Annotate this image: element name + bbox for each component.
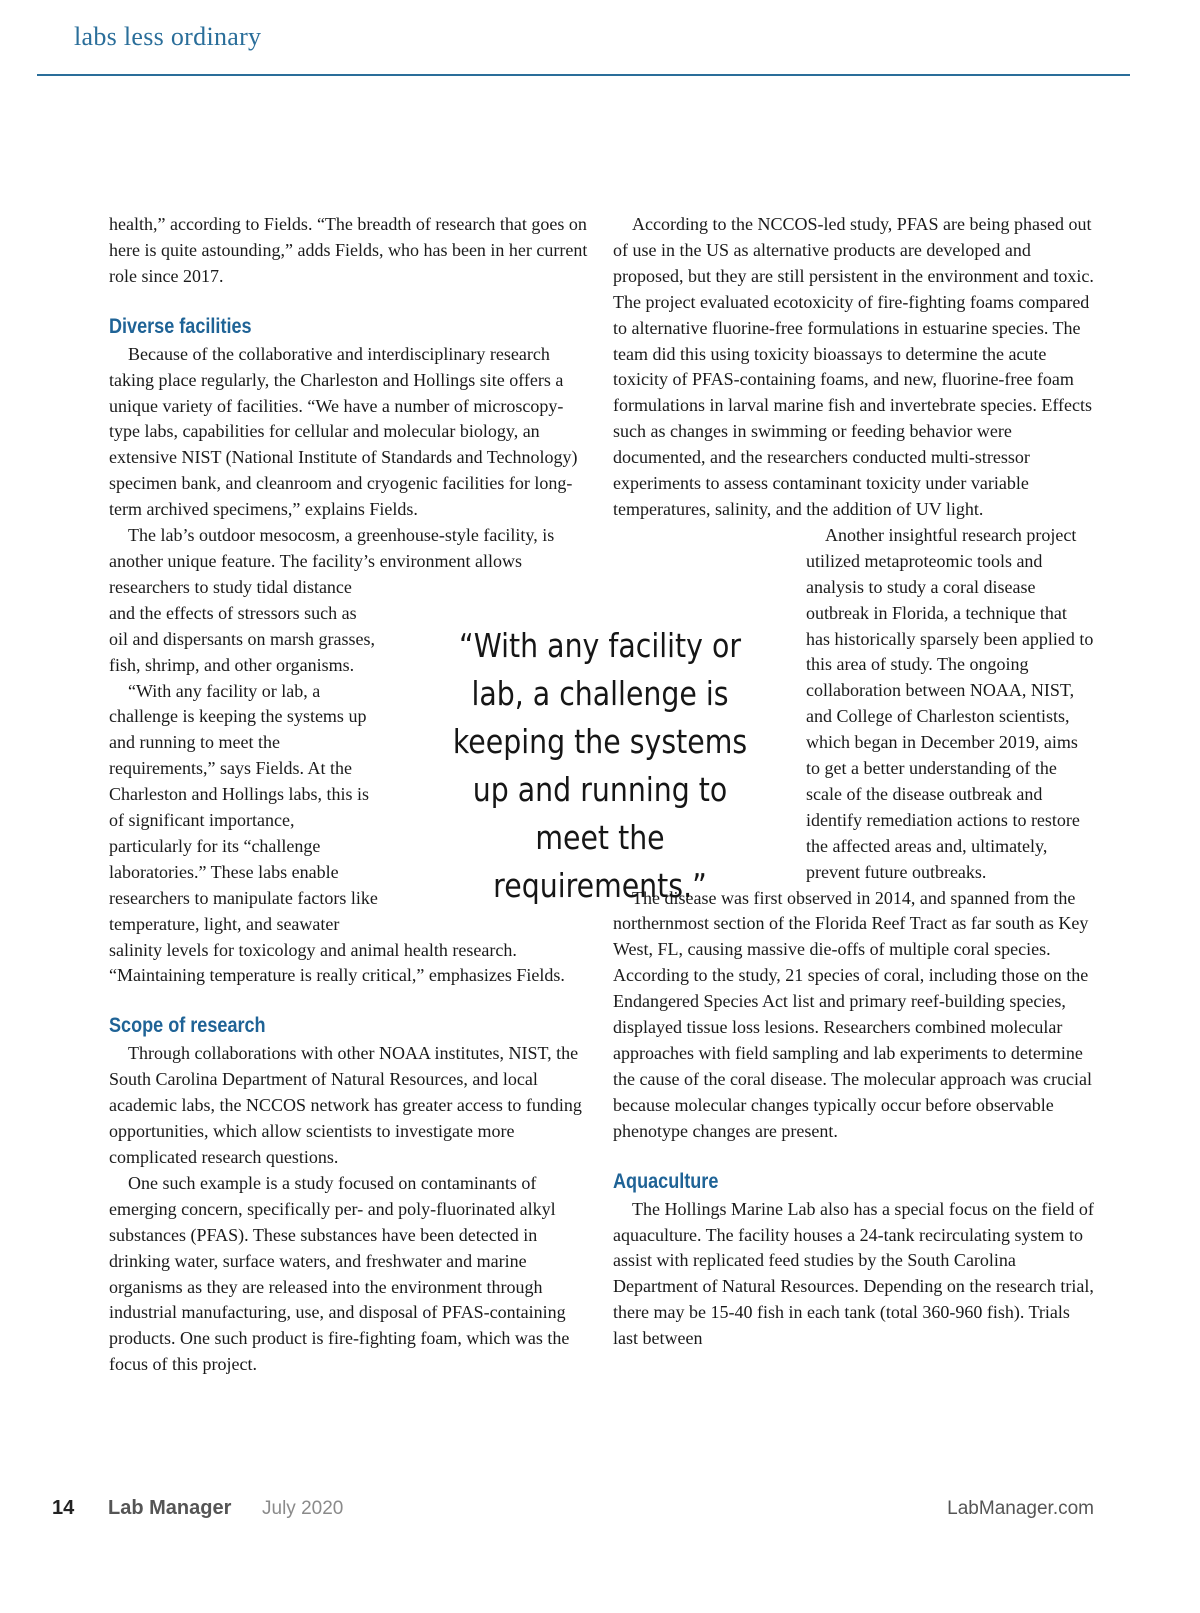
magazine-name: Lab Manager xyxy=(108,1497,232,1519)
paragraph: The disease was first observed in 2014, and spanned from the northernmost section of the Florida Reef Tract as far south as Key West, FL, causing massive die-offs of multiple coral species. According to the study, 21 species of coral, including those on the Endangered Species Act list and primary reef-building species, displayed tissue loss lesions. Researchers combined molecular approaches with field sampling and lab experiments to determine the cause of the coral disease. The molecular approach was crucial because molecular changes typically occur before observable phenotype changes are present. xyxy=(613,887,1092,1141)
paragraph: According to the NCCOS-led study, PFAS are being phased out of use in the US as alternative products are developed and proposed, but they are still persistent in the environment and toxic. The project evaluated ecotoxicity of fire-fighting foams compared to alternative fluorine-free formulations in estuarine species. The team did this using toxicity bioassays to determine the acute toxicity of PFAS-containing foams, and new, fluorine-free foam formulations in larval marine fish and invertebrate species. Effects such as changes in swimming or feeding behavior were documented, and the researchers conducted multi-stressor experiments to assess contaminant toxicity under variable temperatures, salinity, and the addition of UV light. xyxy=(613,214,1094,519)
paragraph: One such example is a study focused on contaminants of emerging concern, specifically per- and poly-fluorinated alkyl substances (PFAS). These substances have been detected in drinking water, surface waters, and freshwater and marine organisms as they are released into the environment through industrial manufacturing, use, and disposal of PFAS-containing products. One such product is fire-fighting foam, which was the focus of this project. xyxy=(109,1172,570,1375)
paragraph: Through collaborations with other NOAA institutes, NIST, the South Carolina Department of Natural Resources, and local academic labs, the NCCOS network has greater access to funding opportunities, which allow scientists to investigate more complicated research questions. xyxy=(109,1043,582,1167)
paragraph: The Hollings Marine Lab also has a special focus on the field of aquaculture. The facility houses a 24-tank recirculating system to assist with replicated feed studies by the South Carolina Department of Natural Resources. Depending on the research trial, there may be 15-40 fish in each tank (total 360-960 fish). Trials last between xyxy=(613,1198,1094,1349)
heading-scope-of-research: Scope of research xyxy=(109,1014,266,1038)
pull-quote: “With any facility or lab, a challenge is keeping the systems up and running to meet the requirements.” xyxy=(452,626,748,905)
paragraph: health,” according to Fields. “The breadth of research that goes on here is quite astounding,” adds Fields, who has been in her current role since 2017. xyxy=(109,214,588,286)
section-label: labs less ordinary xyxy=(74,22,262,51)
heading-aquaculture: Aquaculture xyxy=(613,1169,719,1193)
page-number: 14 xyxy=(52,1497,75,1519)
paragraph: The lab’s outdoor mesocosm, a greenhouse-style facility, is another unique feature. The facility’s environment allows researchers to study tidal distance and the effects of stressors such as oil and dispersants on marsh grasses, fish, shrimp, and other organisms. xyxy=(109,525,555,675)
header-rule xyxy=(37,74,1130,76)
page-footer xyxy=(0,1497,1200,1527)
paragraph: Because of the collaborative and interdisciplinary research taking place regularly, the Charleston and Hollings site offers a unique variety of facilities. “We have a number of microscopy-type labs, capabilities for cellular and molecular biology, an extensive NIST (National Institute of Standards and Technology) specimen bank, and cleanroom and cryogenic facilities for long-term archived specimens,” explains Fields. xyxy=(109,343,578,520)
website-link[interactable]: LabManager.com xyxy=(947,1498,1094,1519)
paragraph: “With any facility or lab, a challenge is keeping the systems up and running to meet the requirements,” says Fields. At the Charleston and Hollings labs, this is of significant importance, particularly for its “challenge laboratories.” These labs enable researchers to manipulate factors like temperature, light, and seawater salinity levels for toxicology and animal health research. “Maintaining temperature is really critical,” emphasizes Fields. xyxy=(109,680,565,986)
heading-diverse-facilities: Diverse facilities xyxy=(109,314,252,338)
issue-date: July 2020 xyxy=(262,1498,344,1519)
paragraph: Another insightful research project utilized metaproteomic tools and analysis to study a coral disease outbreak in Florida, a technique that has historically sparsely been applied to this area of study. The ongoing collaboration between NOAA, NIST, and College of Charleston scientists, which began in December 2019, aims to get a better understanding of the scale of the disease outbreak and identify remediation actions to restore the affected areas and, ultimately, prevent future outbreaks. xyxy=(806,524,1094,882)
